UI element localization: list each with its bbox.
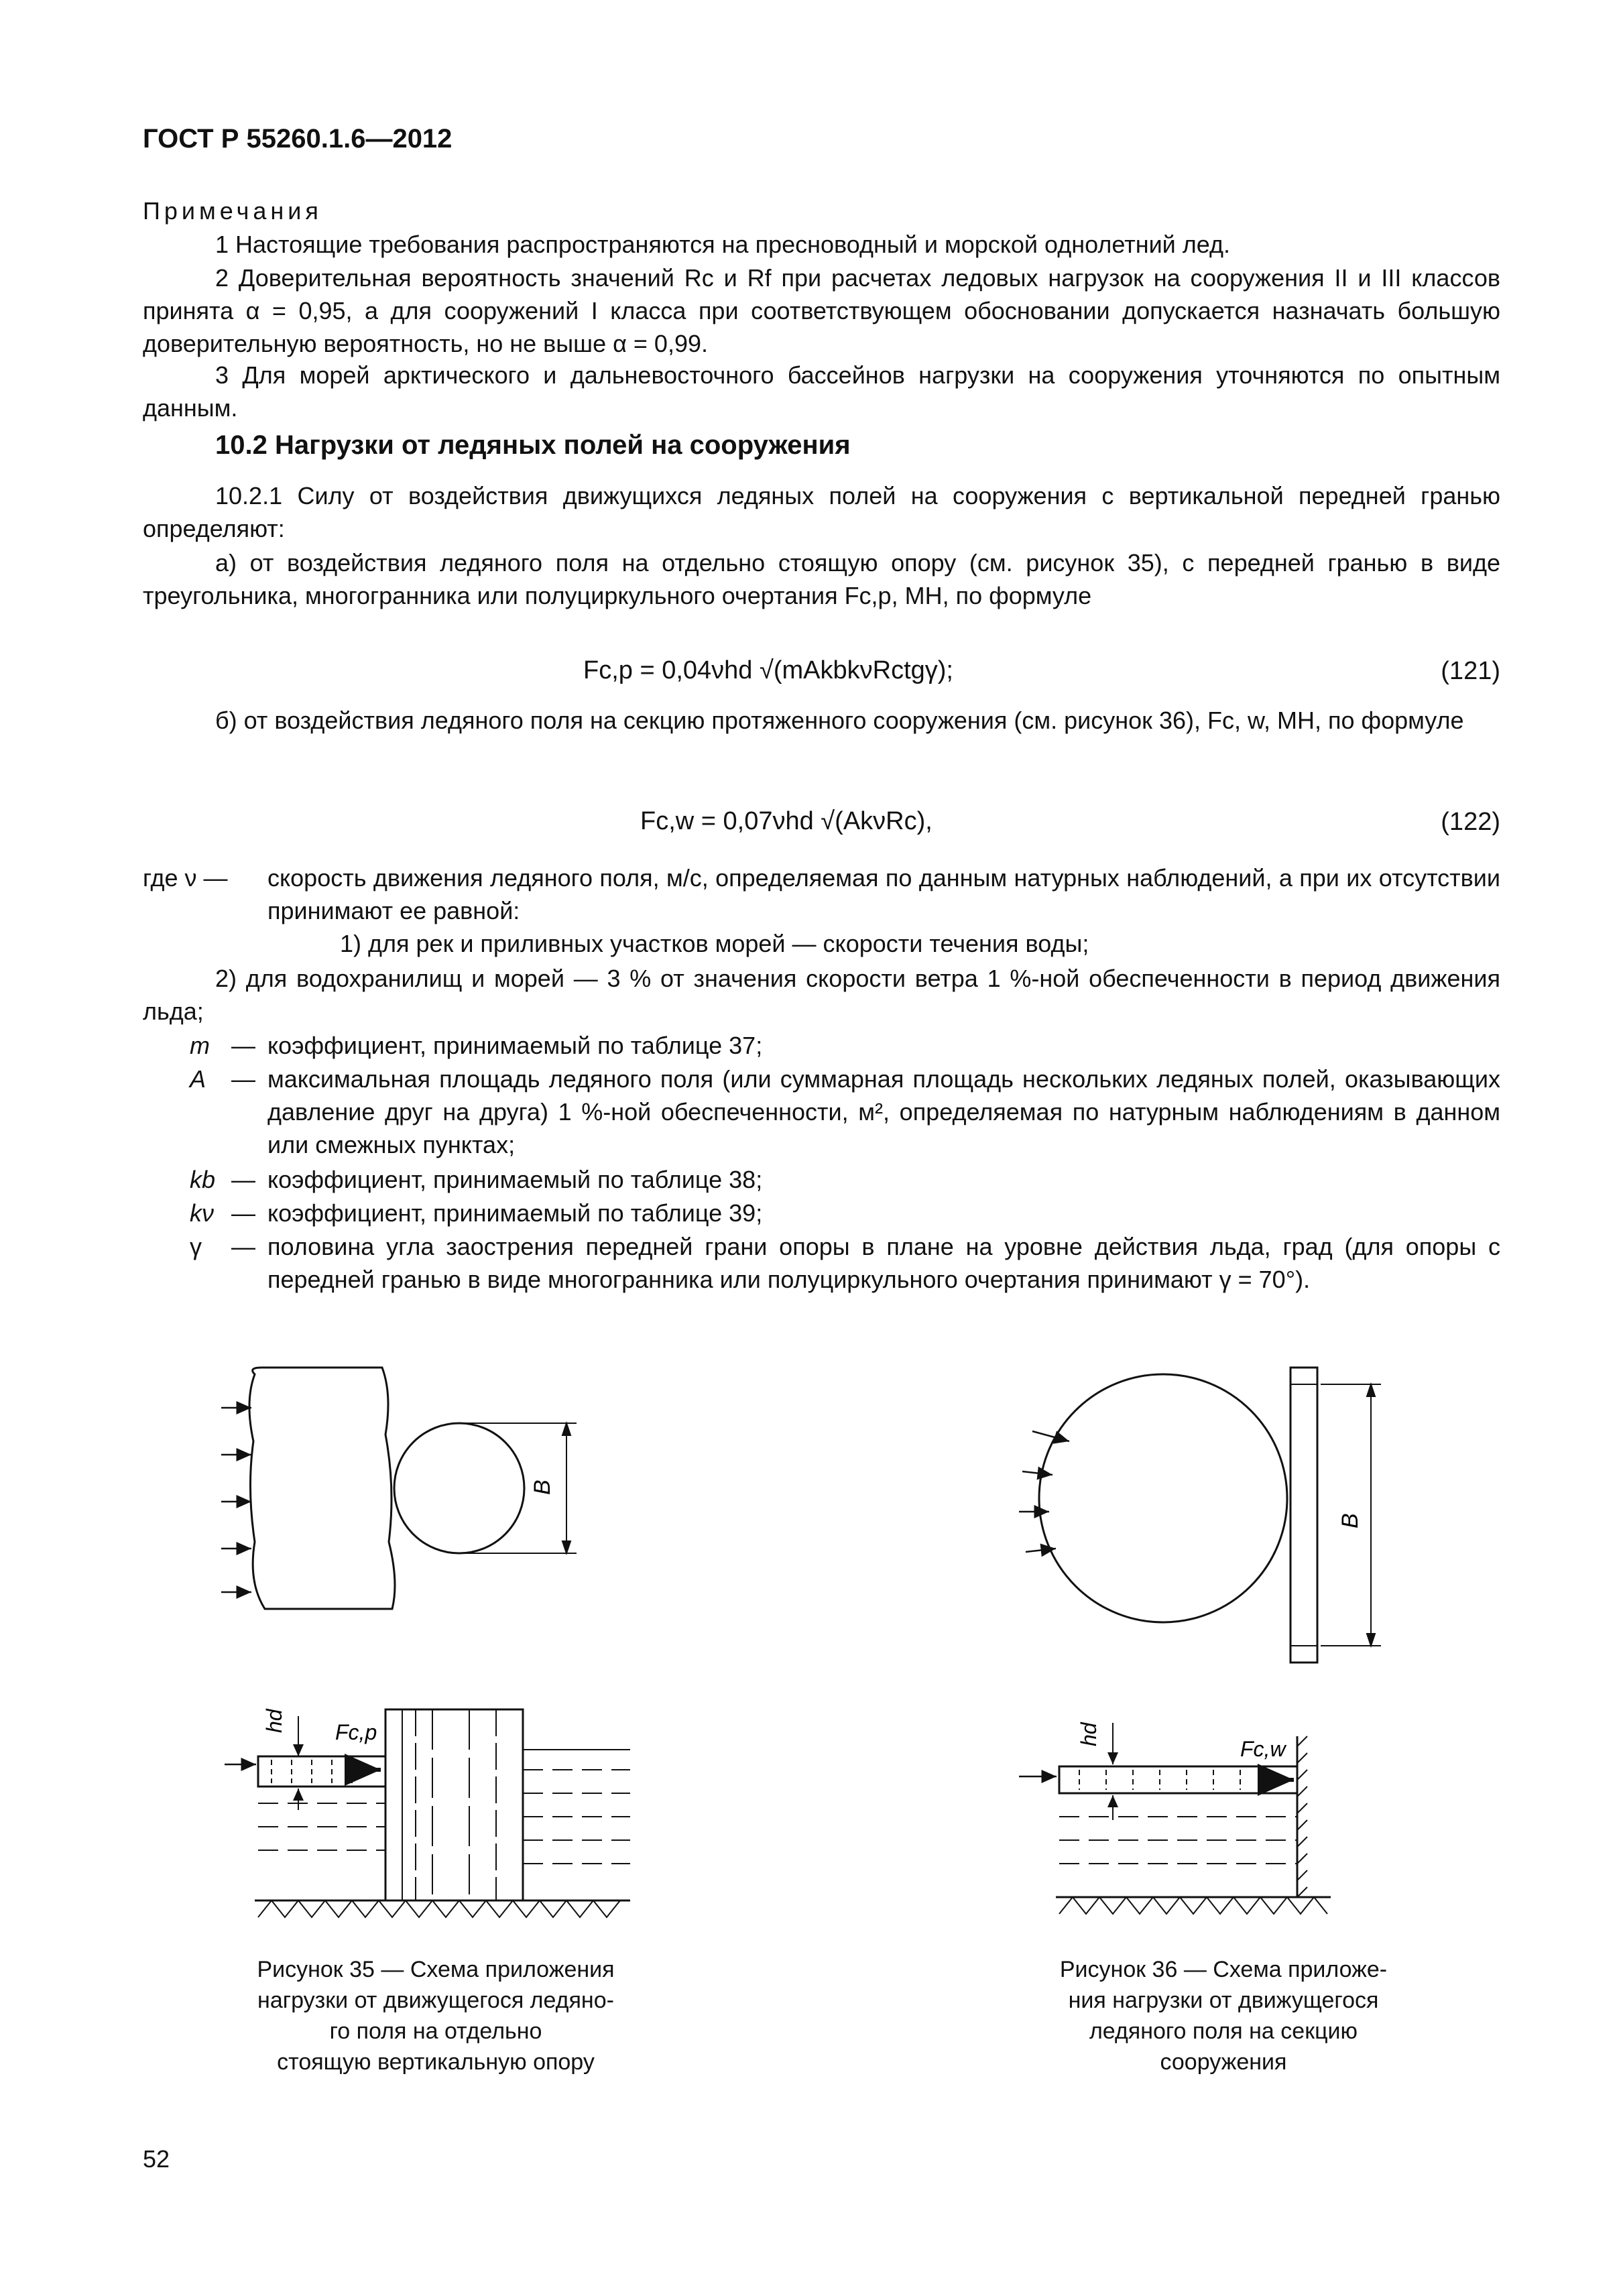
figure-36-caption-line: ния нагрузки от движущегося <box>1068 1988 1379 2013</box>
figure-36-caption-line: Рисунок 36 — Схема приложе- <box>1059 1957 1388 1982</box>
figure-35-caption <box>201 1954 670 2077</box>
note-1: 1 Настоящие требования распространяются на пресноводный и морской однолетний лед. <box>215 231 1231 258</box>
definition-symbol-kb: kb <box>190 1166 216 1193</box>
definition-symbol-gamma: γ <box>190 1233 202 1260</box>
notes-title: Примечания <box>143 197 322 225</box>
figure-35-caption-line: нагрузки от движущегося ледяно- <box>257 1988 614 2013</box>
definition-text-gamma: половина угла заострения передней грани опоры в плане на уровне действия льда, град (для опоры с передней гранью в виде многогранника или полуциркульного очертания принимают γ = 70°). <box>267 1233 1500 1293</box>
structure-wall-elevation <box>1297 1736 1307 1897</box>
ice-hatching <box>272 1760 352 1783</box>
ground-hatching <box>255 1900 630 1917</box>
ice-sheet-elevation <box>1059 1766 1297 1793</box>
equation-121-number: (121) <box>1441 657 1500 685</box>
ground-hatching <box>1056 1897 1331 1914</box>
definition-v <box>143 861 1500 960</box>
equation-122: Fc,w = 0,07νhd √(AkνRc), <box>640 807 933 835</box>
definition-m <box>143 1029 1500 1062</box>
definition-dash: — <box>231 1032 255 1059</box>
dimension-B <box>459 1423 577 1553</box>
equation-121: Fc,p = 0,04νhd √(mAkbkνRctgγ); <box>583 656 953 684</box>
definition-kb <box>143 1163 1500 1196</box>
paragraph-10-2-1: 10.2.1 Силу от воздействия движущихся ледяных полей на сооружения с вертикальной передней гранью определяют: <box>143 482 1500 542</box>
figure-35-label-B: B <box>530 1479 555 1495</box>
structure-wall-plan <box>1290 1368 1317 1663</box>
figure-35-caption-line: Рисунок 35 — Схема приложения <box>257 1957 615 1982</box>
figure-35-diagram <box>201 1354 670 1937</box>
figure-36-caption <box>1006 1954 1441 2077</box>
definition-dash: — <box>231 1166 255 1193</box>
round-pier-plan <box>394 1423 524 1553</box>
definition-text-v: скорость движения ледяного поля, м/с, определяемая по данным натурных наблюдений, а при их отсутствии принимают ее равной: <box>267 864 1500 924</box>
document-header: ГОСТ Р 55260.1.6—2012 <box>143 124 453 154</box>
definition-dash: — <box>231 1199 255 1227</box>
definition-gamma <box>143 1230 1500 1296</box>
definition-dash: — <box>231 1065 255 1093</box>
ice-pressure-arrows <box>221 1408 251 1592</box>
note-2: 2 Доверительная вероятность значений Rc и Rf при расчетах ледовых нагрузок на сооружения II и III классов принята α = 0,95, а для сооружений I класса при соответствующем обосновании допускается назначать большую доверительную вероятность, но не выше α = 0,99. <box>143 264 1500 357</box>
definition-v-item-2: 2) для водохранилищ и морей — 3 % от значения скорости ветра 1 %-ной обеспеченности в период движения льда; <box>143 965 1500 1025</box>
definition-symbol-v: где ν — <box>143 864 228 892</box>
ice-field-plan <box>249 1368 395 1609</box>
definition-symbol-A: A <box>190 1065 206 1093</box>
figure-36-label-hd: hd <box>1077 1722 1101 1746</box>
figure-36-label-force: Fc,w <box>1240 1737 1286 1761</box>
figure-35-caption-line: го поля на отдельно <box>329 2018 542 2044</box>
pier-elevation <box>385 1709 523 1900</box>
definition-text-m: коэффициент, принимаемый по таблице 37; <box>267 1032 763 1059</box>
paragraph-b: б) от воздействия ледяного поля на секцию протяженного сооружения (см. рисунок 36), Fc, w, МН, по формуле <box>215 707 1464 734</box>
figure-35-label-force: Fc,p <box>335 1720 377 1744</box>
ice-field-plan <box>1039 1374 1287 1622</box>
page-number: 52 <box>143 2145 170 2173</box>
figure-36-label-B: B <box>1337 1513 1363 1528</box>
definition-kv <box>143 1197 1500 1229</box>
definition-dash: — <box>231 1233 255 1260</box>
definition-v-item-1: 1) для рек и приливных участков морей — скорости течения воды; <box>340 930 1089 957</box>
note-3: 3 Для морей арктического и дальневосточного бассейнов нагрузки на сооружения уточняются по опытным данным. <box>143 361 1500 422</box>
paragraph-a: а) от воздействия ледяного поля на отдельно стоящую опору (см. рисунок 35), с передней гранью в виде треугольника, многогранника или полуциркульного очертания Fc,p, МН, по формуле <box>143 549 1500 609</box>
figure-35-label-hd: hd <box>262 1709 286 1733</box>
definition-A <box>143 1063 1500 1161</box>
water-lines <box>1059 1817 1297 1864</box>
definition-text-kb: коэффициент, принимаемый по таблице 38; <box>267 1166 763 1193</box>
equation-122-number: (122) <box>1441 808 1500 836</box>
figure-36-caption-line: сооружения <box>1160 2049 1287 2075</box>
section-title: 10.2 Нагрузки от ледяных полей на сооружения <box>215 430 851 460</box>
definition-symbol-m: m <box>190 1032 210 1059</box>
definition-text-A: максимальная площадь ледяного поля (или суммарная площадь нескольких ледяных полей, оказывающих давление друг на друга) 1 %-ной обеспеченности, м², определяемая по натурным наблюдениям в данном или смежных пунктах; <box>267 1065 1500 1158</box>
figure-36-caption-line: ледяного поля на секцию <box>1089 2018 1358 2044</box>
figure-36-diagram <box>1006 1354 1441 1937</box>
figure-35-caption-line: стоящую вертикальную опору <box>277 2049 595 2075</box>
definition-symbol-kv: kν <box>190 1199 214 1227</box>
ice-hatching <box>1079 1770 1240 1790</box>
definition-text-kv: коэффициент, принимаемый по таблице 39; <box>267 1199 763 1227</box>
water-lines <box>258 1750 630 1864</box>
